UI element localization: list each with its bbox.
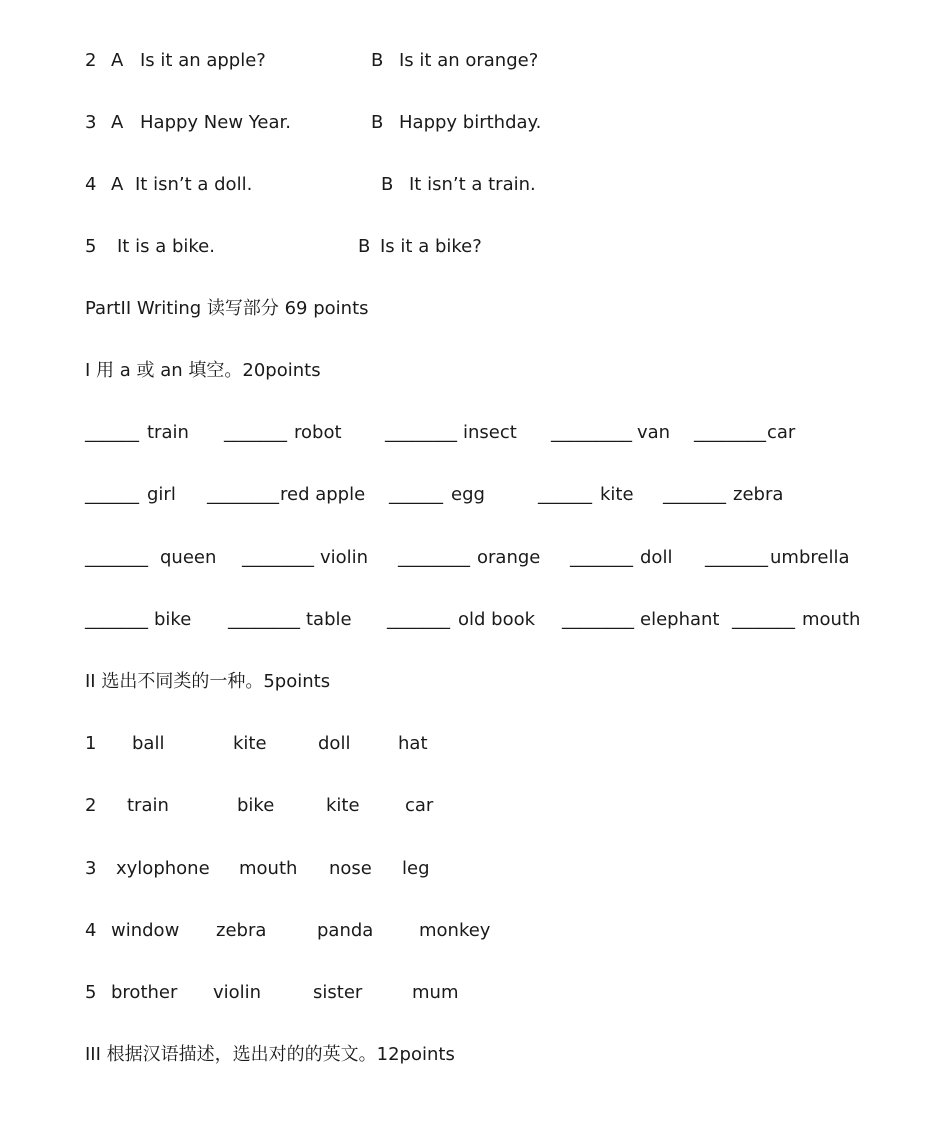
fill-row-2	[0, 481, 950, 509]
choice-word[interactable]: brother	[111, 982, 178, 1003]
item-number: 5	[85, 236, 97, 257]
choice-word[interactable]: sister	[313, 982, 363, 1003]
listening-item-2	[0, 47, 950, 75]
answer-blank[interactable]: ________	[694, 422, 766, 443]
odd-one-out-row-2	[0, 792, 950, 820]
choice-word[interactable]: mum	[412, 982, 459, 1003]
item-number: 3	[85, 858, 97, 879]
fill-word: red apple	[280, 484, 366, 505]
option-b-label: B	[358, 236, 371, 257]
item-number: 2	[85, 795, 97, 816]
fill-word: umbrella	[770, 547, 850, 568]
item-number: 3	[85, 112, 97, 133]
option-b-text: It isn’t a train.	[409, 174, 536, 195]
section2-heading	[0, 668, 950, 696]
choice-word[interactable]: car	[405, 795, 434, 816]
option-b-label: B	[381, 174, 394, 195]
option-a-text: It is a bike.	[117, 236, 215, 257]
choice-word[interactable]: zebra	[216, 920, 267, 941]
option-a-text: It isn’t a doll.	[135, 174, 253, 195]
answer-blank[interactable]: ______	[389, 484, 443, 505]
choice-word[interactable]: xylophone	[116, 858, 210, 879]
odd-one-out-row-4	[0, 917, 950, 945]
odd-one-out-row-3	[0, 855, 950, 883]
choice-word[interactable]: ball	[132, 733, 165, 754]
option-a-label: A	[111, 174, 124, 195]
answer-blank[interactable]: _______	[570, 547, 633, 568]
section3-heading	[0, 1041, 950, 1069]
fill-row-4	[0, 606, 950, 634]
answer-blank[interactable]: _______	[85, 547, 148, 568]
fill-word: egg	[451, 484, 485, 505]
choice-word[interactable]: window	[111, 920, 180, 941]
part2-heading-text: PartII Writing 读写部分 69 points	[85, 298, 369, 319]
fill-word: orange	[477, 547, 541, 568]
fill-word: insect	[463, 422, 517, 443]
fill-word: train	[147, 422, 189, 443]
answer-blank[interactable]: ________	[207, 484, 279, 505]
answer-blank[interactable]: ________	[385, 422, 457, 443]
item-number: 1	[85, 733, 97, 754]
fill-row-1	[0, 419, 950, 447]
answer-blank[interactable]: _______	[663, 484, 726, 505]
option-a-text: Happy New Year.	[140, 112, 291, 133]
choice-word[interactable]: kite	[326, 795, 360, 816]
choice-word[interactable]: bike	[237, 795, 275, 816]
item-number: 5	[85, 982, 97, 1003]
choice-word[interactable]: panda	[317, 920, 374, 941]
fill-row-3	[0, 544, 950, 572]
option-b-text: Is it a bike?	[380, 236, 482, 257]
odd-one-out-row-5	[0, 979, 950, 1007]
section2-heading-text: II 选出不同类的一种。5points	[85, 671, 331, 692]
item-number: 4	[85, 174, 97, 195]
fill-word: girl	[147, 484, 176, 505]
listening-item-4	[0, 171, 950, 199]
answer-blank[interactable]: ______	[85, 422, 139, 443]
section1-heading-text: I 用 a 或 an 填空。20points	[85, 360, 321, 381]
choice-word[interactable]: violin	[213, 982, 262, 1003]
option-b-label: B	[371, 112, 384, 133]
answer-blank[interactable]: _______	[732, 609, 795, 630]
listening-item-5	[0, 233, 950, 261]
listening-item-3	[0, 109, 950, 137]
option-b-label: B	[371, 50, 384, 71]
answer-blank[interactable]: ______	[85, 484, 139, 505]
fill-word: mouth	[802, 609, 861, 630]
answer-blank[interactable]: ______	[538, 484, 592, 505]
answer-blank[interactable]: ________	[228, 609, 300, 630]
fill-word: old book	[458, 609, 536, 630]
fill-word: kite	[600, 484, 634, 505]
item-number: 4	[85, 920, 97, 941]
odd-one-out-row-1	[0, 730, 950, 758]
answer-blank[interactable]: _______	[387, 609, 450, 630]
fill-word: robot	[294, 422, 342, 443]
fill-word: table	[306, 609, 352, 630]
answer-blank[interactable]: _______	[705, 547, 768, 568]
fill-word: queen	[160, 547, 217, 568]
choice-word[interactable]: kite	[233, 733, 267, 754]
choice-word[interactable]: leg	[402, 858, 430, 879]
option-b-text: Is it an orange?	[399, 50, 539, 71]
choice-word[interactable]: nose	[329, 858, 372, 879]
fill-word: doll	[640, 547, 673, 568]
fill-word: bike	[154, 609, 192, 630]
choice-word[interactable]: mouth	[239, 858, 298, 879]
option-a-label: A	[111, 50, 124, 71]
section1-heading	[0, 357, 950, 385]
choice-word[interactable]: train	[127, 795, 169, 816]
fill-word: elephant	[640, 609, 720, 630]
answer-blank[interactable]: ________	[562, 609, 634, 630]
fill-word: car	[767, 422, 796, 443]
option-a-label: A	[111, 112, 124, 133]
fill-word: van	[637, 422, 671, 443]
option-a-text: Is it an apple?	[140, 50, 266, 71]
answer-blank[interactable]: _______	[85, 609, 148, 630]
item-number: 2	[85, 50, 97, 71]
fill-word: violin	[320, 547, 369, 568]
section3-heading-text: III 根据汉语描述，选出对的的英文。12points	[85, 1044, 455, 1065]
choice-word[interactable]: monkey	[419, 920, 491, 941]
answer-blank[interactable]: ________	[242, 547, 314, 568]
answer-blank[interactable]: _______	[224, 422, 287, 443]
fill-word: zebra	[733, 484, 784, 505]
choice-word[interactable]: doll	[318, 733, 351, 754]
choice-word[interactable]: hat	[398, 733, 428, 754]
option-b-text: Happy birthday.	[399, 112, 542, 133]
part2-heading	[0, 295, 950, 323]
answer-blank[interactable]: ________	[398, 547, 470, 568]
answer-blank[interactable]: _________	[551, 422, 632, 443]
